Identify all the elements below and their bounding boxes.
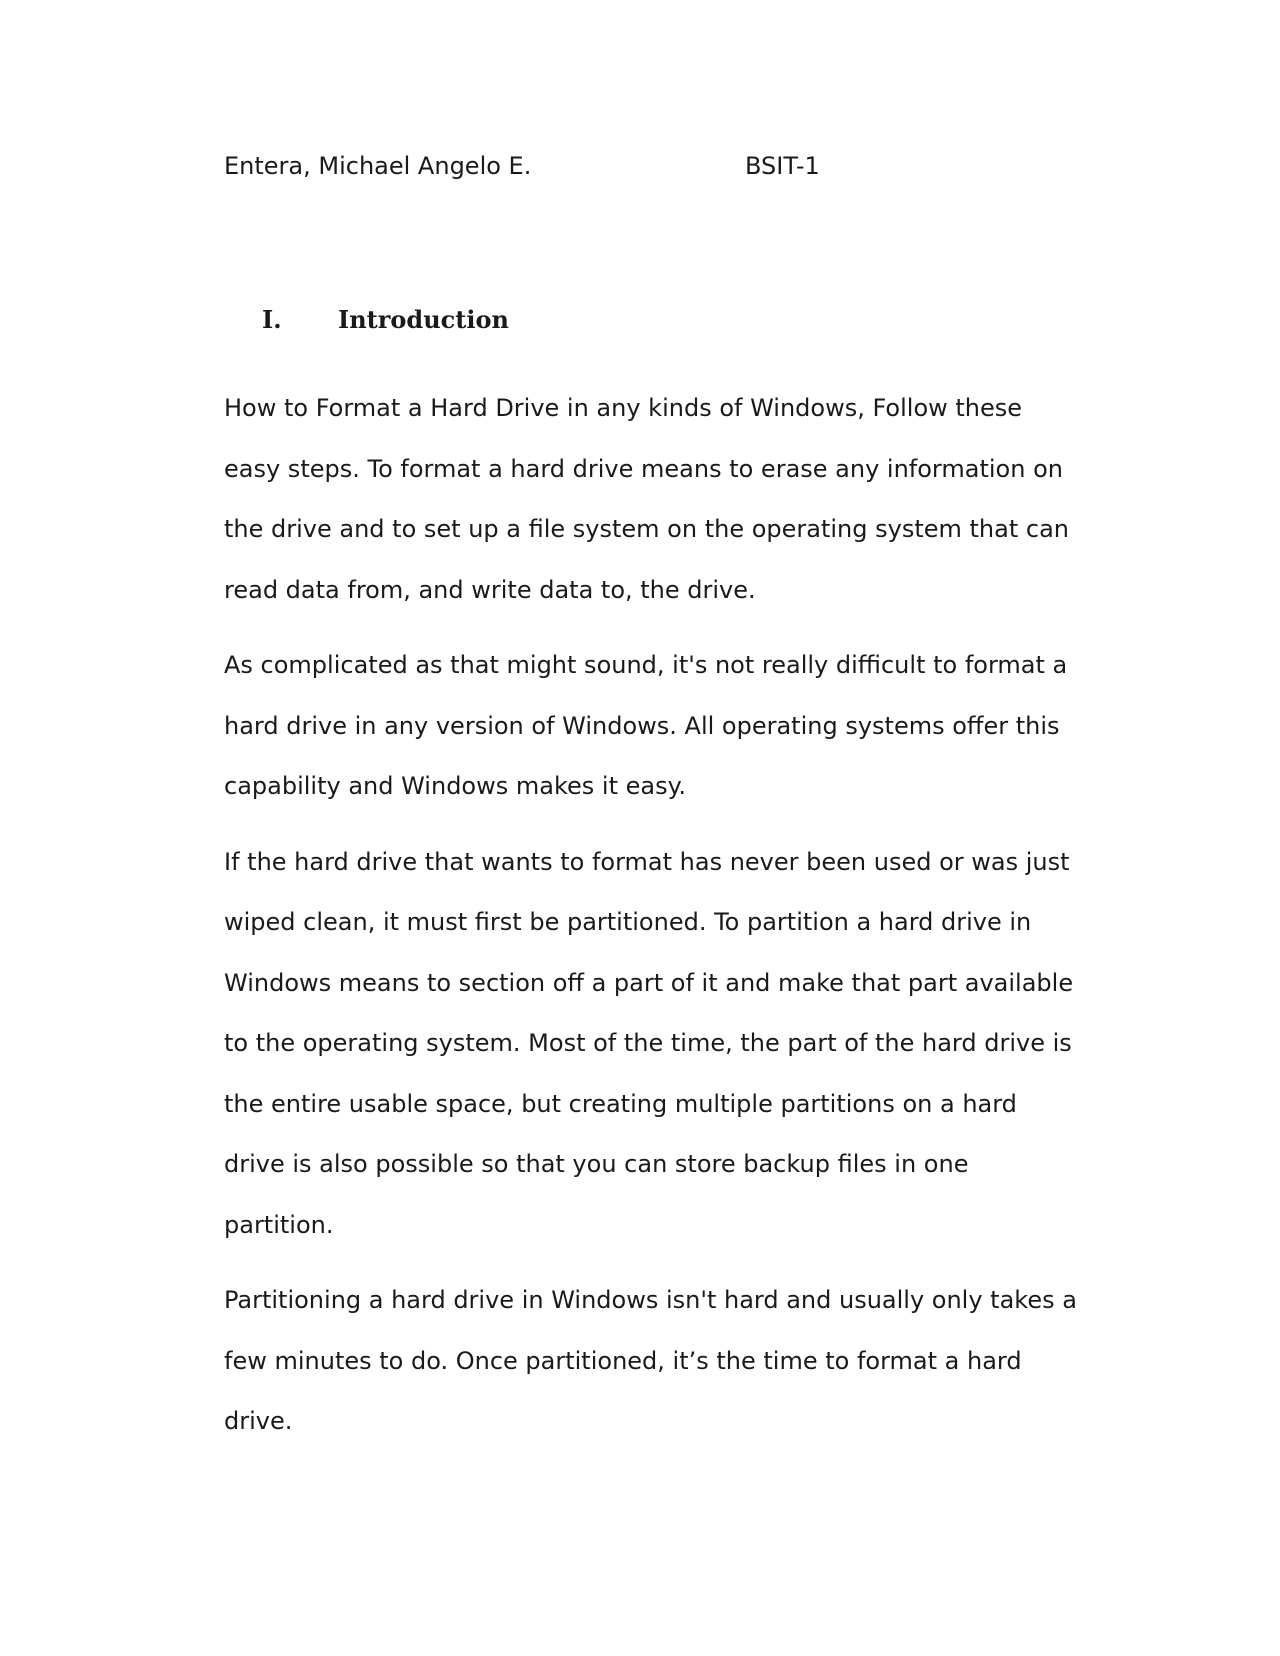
text-line: hard drive in any version of Windows. All operating systems offer this xyxy=(224,711,1060,740)
text-line: Partitioning a hard drive in Windows isn't hard and usually only takes a xyxy=(224,1286,1077,1314)
text-line: the drive and to set up a file system on the operating system that can xyxy=(224,515,1070,543)
text-line: Windows means to section off a part of it and make that part available xyxy=(224,968,1074,997)
document-header xyxy=(224,148,1124,184)
text-line: to the operating system. Most of the time, the part of the hard drive is xyxy=(224,1029,1072,1057)
text-line: easy steps. To format a hard drive means to erase any information on xyxy=(224,454,1063,483)
text-line: drive. xyxy=(224,1407,293,1435)
text-line: partition. xyxy=(224,1210,334,1239)
section-heading xyxy=(262,302,509,338)
text-line: wiped clean, it must first be partitioned. To partition a hard drive in xyxy=(224,908,1032,936)
document-body xyxy=(224,378,1124,1467)
paragraph-4 xyxy=(224,1270,1124,1452)
paragraph-1 xyxy=(224,378,1124,620)
section-title: Introduction xyxy=(338,305,509,334)
author-name: Entera, Michael Angelo E. xyxy=(224,152,532,180)
paragraph-3 xyxy=(224,832,1124,1256)
text-line: the entire usable space, but creating multiple partitions on a hard xyxy=(224,1089,1017,1118)
section-number: I. xyxy=(262,305,282,334)
text-line: As complicated as that might sound, it's not really difficult to format a xyxy=(224,651,1068,679)
text-line: capability and Windows makes it easy. xyxy=(224,772,686,800)
paragraph-2 xyxy=(224,635,1124,817)
class-section: BSIT-1 xyxy=(745,152,820,180)
text-line: How to Format a Hard Drive in any kinds of Windows, Follow these xyxy=(224,394,1023,422)
text-line: read data from, and write data to, the drive. xyxy=(224,575,756,604)
text-line: few minutes to do. Once partitioned, it’s the time to format a hard xyxy=(224,1346,1022,1375)
text-line: drive is also possible so that you can store backup files in one xyxy=(224,1150,969,1178)
text-line: If the hard drive that wants to format has never been used or was just xyxy=(224,847,1070,876)
